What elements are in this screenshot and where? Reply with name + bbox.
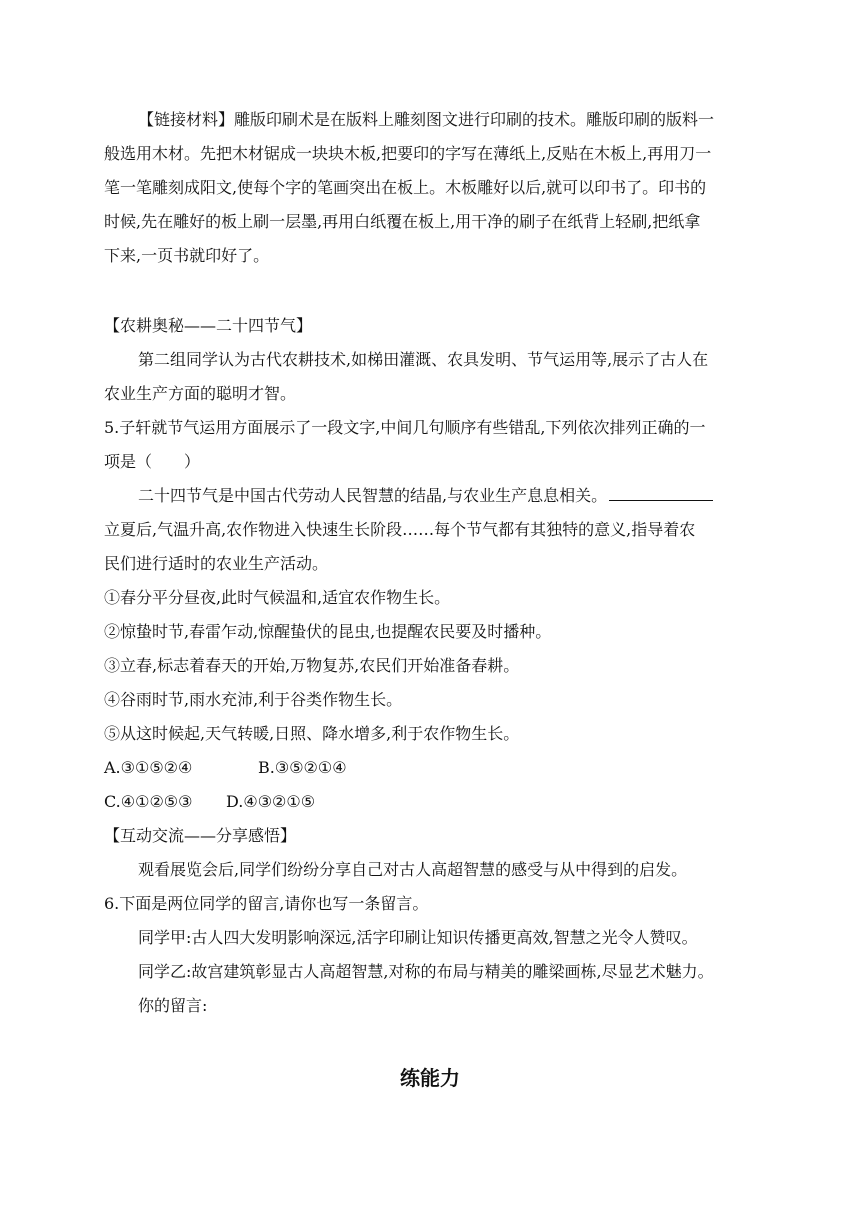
sentence-4: ④谷雨时节,雨水充沛,利于谷类作物生长。	[104, 690, 403, 709]
exchange-section-title: 【互动交流——分享感悟】	[104, 826, 297, 845]
option-c[interactable]: C.④①②⑤③	[104, 792, 193, 811]
link-material-line-3: 笔一笔雕刻成阳文,使每个字的笔画突出在板上。木板雕好以后,就可以印书了。印书的	[104, 178, 707, 197]
sentence-3: ③立春,标志着春天的开始,万物复苏,农民们开始准备春耕。	[104, 656, 520, 675]
option-d[interactable]: D.④③②①⑤	[226, 792, 316, 811]
sentence-2: ②惊蛰时节,春雷乍动,惊醒蛰伏的昆虫,也提醒农民要及时播种。	[104, 622, 552, 641]
student-b-message: 同学乙:故宫建筑彰显古人高超智慧,对称的布局与精美的雕梁画栋,尽显艺术魅力。	[138, 962, 714, 981]
question-5-line-1: 5.子轩就节气运用方面展示了一段文字,中间几句顺序有些错乱,下列依次排列正确的一	[104, 418, 706, 437]
student-a-message: 同学甲:古人四大发明影响深远,活字印刷让知识传播更高效,智慧之光令人赞叹。	[138, 928, 698, 947]
link-material-line-1: 【链接材料】雕版印刷术是在版料上雕刻图文进行印刷的技术。雕版印刷的版料一	[138, 110, 715, 129]
farming-intro-line-1: 第二组同学认为古代农耕技术,如梯田灌溉、农具发明、节气运用等,展示了古人在	[138, 350, 709, 369]
link-material-line-2: 般选用木材。先把木材锯成一块块木板,把要印的字写在薄纸上,反贴在木板上,再用刀一	[104, 144, 712, 163]
passage-text: 二十四节气是中国古代劳动人民智慧的结晶,与农业生产息息相关。	[138, 486, 608, 505]
answer-blank[interactable]	[609, 486, 713, 501]
passage-line-3: 民们进行适时的农业生产活动。	[104, 554, 329, 573]
sentence-5: ⑤从这时候起,天气转暖,日照、降水增多,利于农作物生长。	[104, 724, 520, 743]
sentence-1: ①春分平分昼夜,此时气候温和,适宜农作物生长。	[104, 588, 451, 607]
question-6: 6.下面是两位同学的留言,请你也写一条留言。	[104, 894, 429, 913]
farming-section-title: 【农耕奥秘——二十四节气】	[104, 316, 313, 335]
passage-line-2: 立夏后,气温升高,农作物进入快速生长阶段……每个节气都有其独特的意义,指导着农	[104, 520, 696, 539]
question-5-line-2: 项是（ ）	[104, 452, 201, 471]
farming-intro-line-2: 农业生产方面的聪明才智。	[104, 384, 297, 403]
option-b[interactable]: B.③⑤②①④	[258, 758, 347, 777]
option-a[interactable]: A.③①⑤②④	[104, 758, 193, 777]
passage-line-1	[138, 486, 713, 506]
link-material-line-4: 时候,先在雕好的板上刷一层墨,再用白纸覆在板上,用干净的刷子在纸背上轻刷,把纸拿	[104, 212, 701, 231]
your-message-label: 你的留言:	[138, 996, 208, 1015]
link-material-line-5: 下来,一页书就印好了。	[104, 246, 270, 265]
practice-heading: 练能力	[400, 1066, 460, 1090]
exchange-intro: 观看展览会后,同学们纷纷分享自己对古人高超智慧的感受与从中得到的启发。	[138, 860, 688, 879]
